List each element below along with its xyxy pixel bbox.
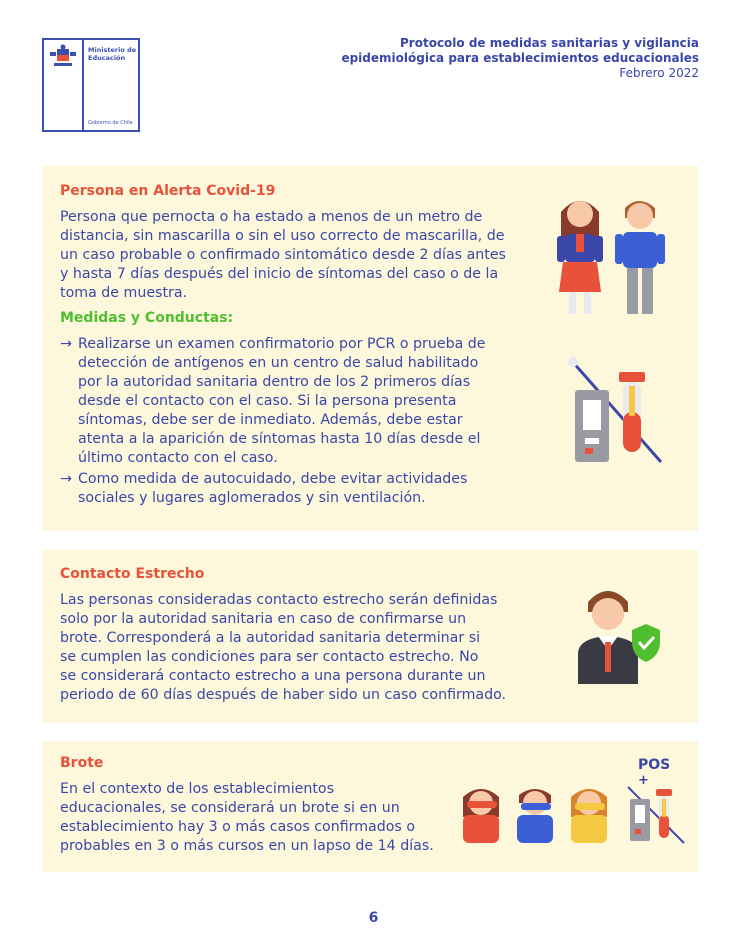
close-contact-section bbox=[42, 550, 698, 723]
pos-label: POS bbox=[638, 757, 671, 773]
logo-government: Gobierno de Chile bbox=[88, 120, 133, 126]
alert-covid-section bbox=[42, 166, 698, 531]
positive-test-kit-icon bbox=[626, 785, 686, 845]
outbreak-line-1: En el contexto de los establecimientos bbox=[60, 781, 334, 797]
contact-line-2: solo por la autoridad sanitaria en caso de confirmarse un bbox=[60, 611, 467, 627]
bullet2-line-2: sociales y lugares aglomerados y sin ventilación. bbox=[78, 490, 426, 506]
contact-definition bbox=[60, 591, 506, 705]
contact-line-4: se cumplen las condiciones para ser contacto estrecho. No bbox=[60, 649, 479, 665]
contact-line-3: brote. Corresponderá a la autoridad sanitaria determinar si bbox=[60, 630, 481, 646]
chile-coat-of-arms-icon bbox=[48, 44, 78, 70]
alert-line-3: un caso probable o confirmado sintomático desde 2 días antes bbox=[60, 247, 506, 263]
alert-definition bbox=[60, 208, 506, 303]
sneezing-children-illustration-icon bbox=[457, 785, 627, 845]
bullet2-line-1: Como medida de autocuidado, debe evitar actividades bbox=[78, 471, 468, 487]
outbreak-line-2: educacionales, se considerará un brote si en un bbox=[60, 800, 400, 816]
logo-emblem-panel bbox=[44, 40, 84, 130]
bullet1-line-5: síntomas, debe ser de inmediato. Además, debe estar bbox=[78, 412, 463, 428]
alert-line-4: y hasta 7 días después del inicio de síntomas del caso o de la bbox=[60, 266, 499, 282]
bullet1-line-2: detección de antígenos en un centro de salud habilitado bbox=[78, 355, 479, 371]
bullet1-line-1: Realizarse un examen confirmatorio por PCR o prueba de bbox=[78, 336, 486, 352]
contact-line-6: periodo de 60 días después de haber sido un caso confirmado. bbox=[60, 687, 507, 703]
bullet1-line-4: desde el contacto con el caso. Si la persona presenta bbox=[78, 393, 457, 409]
plus-label: + bbox=[638, 773, 649, 788]
bullet1-line-6: atenta a la aparición de síntomas hasta 10 días desde el bbox=[78, 431, 481, 447]
outbreak-section-title: Brote bbox=[60, 755, 104, 771]
logo-ministry-line2: Educación bbox=[88, 54, 126, 62]
official-shield-illustration-icon bbox=[574, 586, 664, 686]
header-line-2: epidemiológica para establecimientos educacionales bbox=[341, 51, 699, 65]
alert-line-5: toma de muestra. bbox=[60, 285, 188, 301]
document-header bbox=[341, 36, 699, 81]
header-line-1: Protocolo de medidas sanitarias y vigilancia bbox=[400, 36, 699, 50]
alert-line-2: distancia, sin mascarilla o sin el uso correcto de mascarilla, de bbox=[60, 228, 505, 244]
header-date: Febrero 2022 bbox=[619, 66, 699, 80]
measure-bullet-1 bbox=[60, 335, 486, 468]
arrow-right-icon: → bbox=[60, 336, 72, 352]
test-kit-illustration-icon bbox=[565, 356, 665, 466]
contact-line-1: Las personas consideradas contacto estrecho serán definidas bbox=[60, 592, 498, 608]
bullet1-line-3: por la autoridad sanitaria dentro de los 2 primeros días bbox=[78, 374, 471, 390]
arrow-right-icon: → bbox=[60, 471, 72, 487]
alert-section-title: Persona en Alerta Covid-19 bbox=[60, 183, 276, 199]
outbreak-line-4: probables en 3 o más cursos en un lapso de 14 días. bbox=[60, 838, 434, 854]
contact-line-5: se considerará contacto estrecho a una persona durante un bbox=[60, 668, 486, 684]
page-number: 6 bbox=[368, 910, 379, 926]
alert-line-1: Persona que pernocta o ha estado a menos de un metro de bbox=[60, 209, 483, 225]
outbreak-section bbox=[42, 741, 698, 872]
measure-bullet-2 bbox=[60, 470, 467, 508]
bullet1-line-7: último contacto con el caso. bbox=[78, 450, 278, 466]
outbreak-line-3: establecimiento hay 3 o más casos confirmados o bbox=[60, 819, 416, 835]
logo-text-panel bbox=[84, 40, 138, 130]
measures-title: Medidas y Conductas: bbox=[60, 310, 234, 326]
ministry-logo bbox=[42, 38, 140, 132]
contact-section-title: Contacto Estrecho bbox=[60, 566, 205, 582]
outbreak-definition bbox=[60, 780, 434, 856]
children-illustration-icon bbox=[547, 190, 673, 316]
logo-ministry-line1: Ministerio de bbox=[88, 46, 137, 54]
